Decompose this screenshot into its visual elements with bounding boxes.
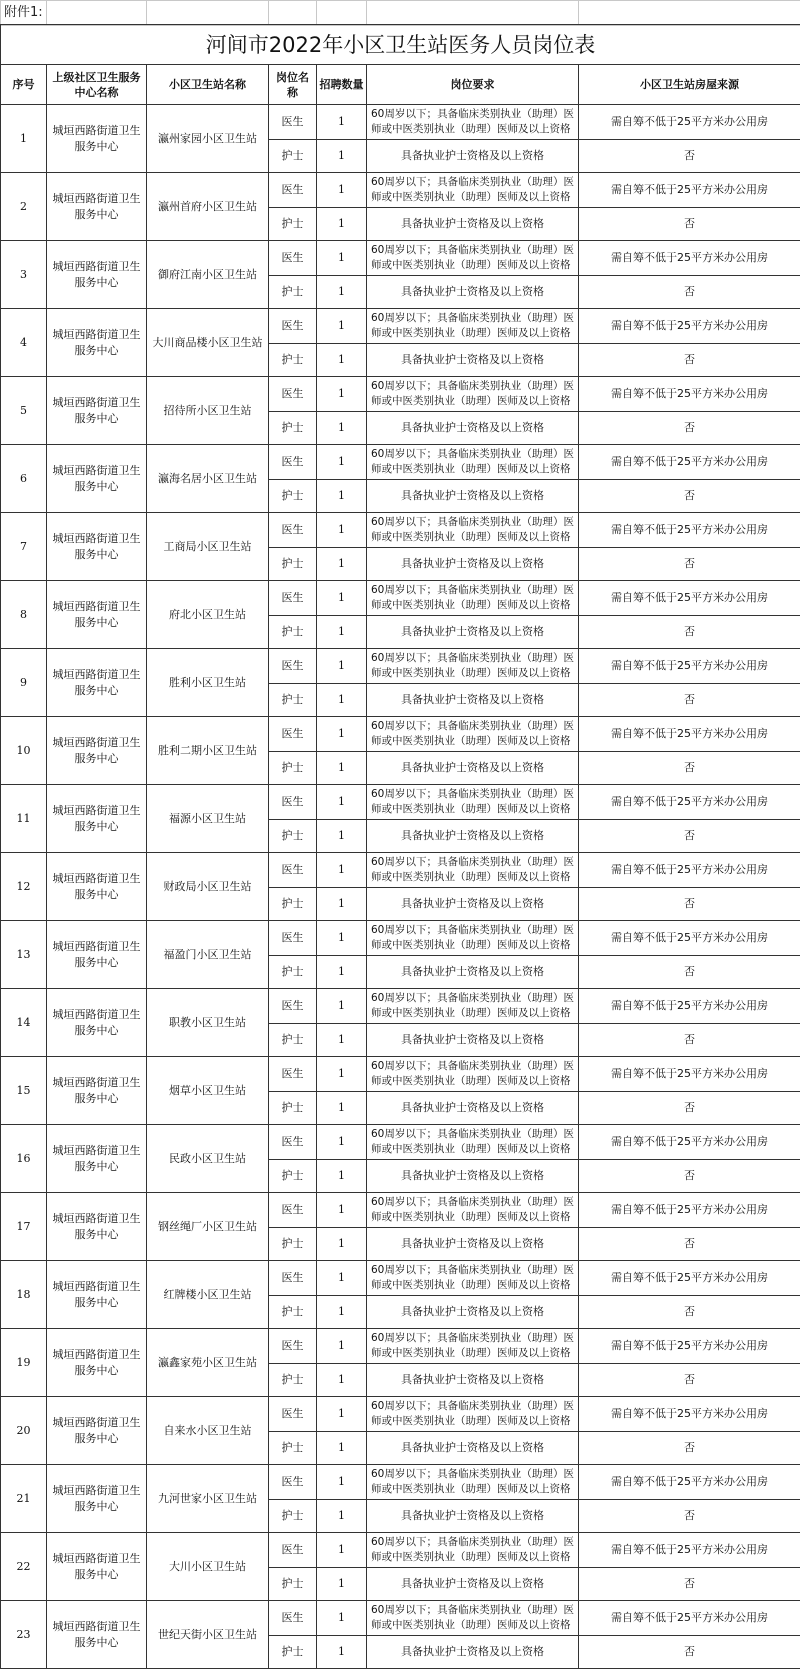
row-count-nurse: 1 bbox=[317, 1024, 367, 1057]
table-row bbox=[1, 309, 800, 344]
row-count-nurse: 1 bbox=[317, 1636, 367, 1669]
row-req-nurse: 具备执业护士资格及以上资格 bbox=[367, 480, 579, 513]
row-housing-doctor: 需自筹不低于25平方米办公用房 bbox=[579, 173, 800, 208]
row-count-doctor: 1 bbox=[317, 853, 367, 888]
row-center-name: 城垣西路街道卫生服务中心 bbox=[47, 105, 147, 173]
table-row bbox=[1, 581, 800, 616]
row-req-nurse: 具备执业护士资格及以上资格 bbox=[367, 684, 579, 717]
row-req-nurse: 具备执业护士资格及以上资格 bbox=[367, 208, 579, 241]
row-req-doctor: 60周岁以下；具备临床类别执业（助理）医师或中医类别执业（助理）医师及以上资格 bbox=[367, 1601, 579, 1636]
row-center-name: 城垣西路街道卫生服务中心 bbox=[47, 241, 147, 309]
row-housing-doctor: 需自筹不低于25平方米办公用房 bbox=[579, 1057, 800, 1092]
row-seq: 14 bbox=[1, 989, 47, 1057]
table-row bbox=[1, 1193, 800, 1228]
row-req-doctor: 60周岁以下；具备临床类别执业（助理）医师或中医类别执业（助理）医师及以上资格 bbox=[367, 989, 579, 1024]
row-count-doctor: 1 bbox=[317, 1533, 367, 1568]
row-center-name: 城垣西路街道卫生服务中心 bbox=[47, 1601, 147, 1669]
row-housing-doctor: 需自筹不低于25平方米办公用房 bbox=[579, 989, 800, 1024]
row-req-doctor: 60周岁以下；具备临床类别执业（助理）医师或中医类别执业（助理）医师及以上资格 bbox=[367, 921, 579, 956]
row-station-name: 大川商品楼小区卫生站 bbox=[147, 309, 269, 377]
row-seq: 8 bbox=[1, 581, 47, 649]
row-seq: 4 bbox=[1, 309, 47, 377]
row-count-nurse: 1 bbox=[317, 276, 367, 309]
row-seq: 20 bbox=[1, 1397, 47, 1465]
row-seq: 7 bbox=[1, 513, 47, 581]
row-count-nurse: 1 bbox=[317, 1568, 367, 1601]
row-housing-doctor: 需自筹不低于25平方米办公用房 bbox=[579, 717, 800, 752]
row-housing-nurse: 否 bbox=[579, 140, 800, 173]
row-seq: 12 bbox=[1, 853, 47, 921]
table-row bbox=[1, 445, 800, 480]
row-center-name: 城垣西路街道卫生服务中心 bbox=[47, 1057, 147, 1125]
row-count-nurse: 1 bbox=[317, 1092, 367, 1125]
row-post-nurse: 护士 bbox=[269, 208, 317, 241]
row-center-name: 城垣西路街道卫生服务中心 bbox=[47, 173, 147, 241]
empty-cell bbox=[579, 1, 800, 26]
header-station: 小区卫生站名称 bbox=[147, 65, 269, 105]
table-title: 河间市2022年小区卫生站医务人员岗位表 bbox=[1, 25, 800, 65]
row-housing-doctor: 需自筹不低于25平方米办公用房 bbox=[579, 309, 800, 344]
table-row bbox=[1, 717, 800, 752]
row-post-doctor: 医生 bbox=[269, 513, 317, 548]
row-housing-doctor: 需自筹不低于25平方米办公用房 bbox=[579, 1261, 800, 1296]
row-post-doctor: 医生 bbox=[269, 105, 317, 140]
row-count-doctor: 1 bbox=[317, 1397, 367, 1432]
row-housing-nurse: 否 bbox=[579, 956, 800, 989]
row-req-nurse: 具备执业护士资格及以上资格 bbox=[367, 820, 579, 853]
row-post-nurse: 护士 bbox=[269, 1228, 317, 1261]
row-center-name: 城垣西路街道卫生服务中心 bbox=[47, 1125, 147, 1193]
table-row bbox=[1, 1329, 800, 1364]
row-post-doctor: 医生 bbox=[269, 173, 317, 208]
row-count-doctor: 1 bbox=[317, 717, 367, 752]
row-seq: 13 bbox=[1, 921, 47, 989]
table-row bbox=[1, 989, 800, 1024]
row-center-name: 城垣西路街道卫生服务中心 bbox=[47, 513, 147, 581]
row-post-doctor: 医生 bbox=[269, 989, 317, 1024]
table-row bbox=[1, 377, 800, 412]
row-seq: 10 bbox=[1, 717, 47, 785]
table-row bbox=[1, 853, 800, 888]
row-post-nurse: 护士 bbox=[269, 1500, 317, 1533]
row-housing-nurse: 否 bbox=[579, 1296, 800, 1329]
row-count-doctor: 1 bbox=[317, 1193, 367, 1228]
row-req-nurse: 具备执业护士资格及以上资格 bbox=[367, 548, 579, 581]
table-row bbox=[1, 1465, 800, 1500]
header-center: 上级社区卫生服务中心名称 bbox=[47, 65, 147, 105]
row-housing-doctor: 需自筹不低于25平方米办公用房 bbox=[579, 1397, 800, 1432]
row-count-doctor: 1 bbox=[317, 989, 367, 1024]
row-count-doctor: 1 bbox=[317, 1465, 367, 1500]
row-req-doctor: 60周岁以下；具备临床类别执业（助理）医师或中医类别执业（助理）医师及以上资格 bbox=[367, 173, 579, 208]
row-count-doctor: 1 bbox=[317, 1601, 367, 1636]
row-station-name: 世纪天街小区卫生站 bbox=[147, 1601, 269, 1669]
row-station-name: 福盈门小区卫生站 bbox=[147, 921, 269, 989]
row-req-doctor: 60周岁以下；具备临床类别执业（助理）医师或中医类别执业（助理）医师及以上资格 bbox=[367, 853, 579, 888]
table-row bbox=[1, 649, 800, 684]
row-housing-doctor: 需自筹不低于25平方米办公用房 bbox=[579, 513, 800, 548]
row-seq: 22 bbox=[1, 1533, 47, 1601]
row-count-nurse: 1 bbox=[317, 616, 367, 649]
row-post-doctor: 医生 bbox=[269, 649, 317, 684]
row-post-nurse: 护士 bbox=[269, 548, 317, 581]
row-seq: 11 bbox=[1, 785, 47, 853]
row-post-nurse: 护士 bbox=[269, 616, 317, 649]
row-count-doctor: 1 bbox=[317, 921, 367, 956]
row-count-doctor: 1 bbox=[317, 377, 367, 412]
row-center-name: 城垣西路街道卫生服务中心 bbox=[47, 581, 147, 649]
row-housing-nurse: 否 bbox=[579, 480, 800, 513]
row-housing-doctor: 需自筹不低于25平方米办公用房 bbox=[579, 1533, 800, 1568]
row-post-doctor: 医生 bbox=[269, 1057, 317, 1092]
row-req-nurse: 具备执业护士资格及以上资格 bbox=[367, 1568, 579, 1601]
row-req-doctor: 60周岁以下；具备临床类别执业（助理）医师或中医类别执业（助理）医师及以上资格 bbox=[367, 1329, 579, 1364]
row-post-doctor: 医生 bbox=[269, 309, 317, 344]
row-housing-nurse: 否 bbox=[579, 1092, 800, 1125]
row-center-name: 城垣西路街道卫生服务中心 bbox=[47, 1329, 147, 1397]
row-post-doctor: 医生 bbox=[269, 445, 317, 480]
row-count-nurse: 1 bbox=[317, 480, 367, 513]
row-seq: 5 bbox=[1, 377, 47, 445]
row-station-name: 自来水小区卫生站 bbox=[147, 1397, 269, 1465]
row-count-doctor: 1 bbox=[317, 241, 367, 276]
row-housing-nurse: 否 bbox=[579, 1568, 800, 1601]
row-count-doctor: 1 bbox=[317, 513, 367, 548]
table-row bbox=[1, 1397, 800, 1432]
row-post-doctor: 医生 bbox=[269, 1329, 317, 1364]
row-req-nurse: 具备执业护士资格及以上资格 bbox=[367, 1432, 579, 1465]
row-center-name: 城垣西路街道卫生服务中心 bbox=[47, 1261, 147, 1329]
row-req-doctor: 60周岁以下；具备临床类别执业（助理）医师或中医类别执业（助理）医师及以上资格 bbox=[367, 1533, 579, 1568]
row-housing-nurse: 否 bbox=[579, 1024, 800, 1057]
row-post-nurse: 护士 bbox=[269, 888, 317, 921]
row-count-nurse: 1 bbox=[317, 820, 367, 853]
row-station-name: 瀛州家园小区卫生站 bbox=[147, 105, 269, 173]
row-post-doctor: 医生 bbox=[269, 377, 317, 412]
row-station-name: 红牌楼小区卫生站 bbox=[147, 1261, 269, 1329]
row-post-doctor: 医生 bbox=[269, 581, 317, 616]
row-seq: 6 bbox=[1, 445, 47, 513]
row-req-doctor: 60周岁以下；具备临床类别执业（助理）医师或中医类别执业（助理）医师及以上资格 bbox=[367, 1261, 579, 1296]
row-count-nurse: 1 bbox=[317, 956, 367, 989]
row-count-doctor: 1 bbox=[317, 445, 367, 480]
row-req-doctor: 60周岁以下；具备临床类别执业（助理）医师或中医类别执业（助理）医师及以上资格 bbox=[367, 1193, 579, 1228]
row-req-doctor: 60周岁以下；具备临床类别执业（助理）医师或中医类别执业（助理）医师及以上资格 bbox=[367, 241, 579, 276]
row-post-doctor: 医生 bbox=[269, 853, 317, 888]
row-housing-doctor: 需自筹不低于25平方米办公用房 bbox=[579, 1193, 800, 1228]
row-housing-nurse: 否 bbox=[579, 548, 800, 581]
row-count-doctor: 1 bbox=[317, 649, 367, 684]
row-post-nurse: 护士 bbox=[269, 1432, 317, 1465]
row-count-doctor: 1 bbox=[317, 1057, 367, 1092]
row-req-doctor: 60周岁以下；具备临床类别执业（助理）医师或中医类别执业（助理）医师及以上资格 bbox=[367, 1125, 579, 1160]
row-count-nurse: 1 bbox=[317, 344, 367, 377]
row-station-name: 府北小区卫生站 bbox=[147, 581, 269, 649]
row-req-nurse: 具备执业护士资格及以上资格 bbox=[367, 412, 579, 445]
row-req-nurse: 具备执业护士资格及以上资格 bbox=[367, 1092, 579, 1125]
row-post-nurse: 护士 bbox=[269, 752, 317, 785]
row-req-nurse: 具备执业护士资格及以上资格 bbox=[367, 140, 579, 173]
row-req-nurse: 具备执业护士资格及以上资格 bbox=[367, 752, 579, 785]
row-station-name: 瀛州首府小区卫生站 bbox=[147, 173, 269, 241]
row-post-nurse: 护士 bbox=[269, 956, 317, 989]
row-housing-doctor: 需自筹不低于25平方米办公用房 bbox=[579, 1601, 800, 1636]
row-post-doctor: 医生 bbox=[269, 1261, 317, 1296]
row-station-name: 御府江南小区卫生站 bbox=[147, 241, 269, 309]
row-post-doctor: 医生 bbox=[269, 921, 317, 956]
table-row bbox=[1, 241, 800, 276]
row-req-nurse: 具备执业护士资格及以上资格 bbox=[367, 1228, 579, 1261]
row-station-name: 招待所小区卫生站 bbox=[147, 377, 269, 445]
row-center-name: 城垣西路街道卫生服务中心 bbox=[47, 445, 147, 513]
table-row bbox=[1, 1261, 800, 1296]
row-req-nurse: 具备执业护士资格及以上资格 bbox=[367, 344, 579, 377]
row-req-doctor: 60周岁以下；具备临床类别执业（助理）医师或中医类别执业（助理）医师及以上资格 bbox=[367, 717, 579, 752]
row-post-nurse: 护士 bbox=[269, 1092, 317, 1125]
annex-row-table bbox=[0, 0, 800, 26]
row-post-nurse: 护士 bbox=[269, 480, 317, 513]
row-seq: 2 bbox=[1, 173, 47, 241]
row-housing-nurse: 否 bbox=[579, 1500, 800, 1533]
row-post-doctor: 医生 bbox=[269, 1533, 317, 1568]
row-housing-doctor: 需自筹不低于25平方米办公用房 bbox=[579, 921, 800, 956]
row-post-nurse: 护士 bbox=[269, 820, 317, 853]
header-seq: 序号 bbox=[1, 65, 47, 105]
row-post-nurse: 护士 bbox=[269, 1296, 317, 1329]
row-housing-nurse: 否 bbox=[579, 1160, 800, 1193]
row-center-name: 城垣西路街道卫生服务中心 bbox=[47, 309, 147, 377]
row-count-nurse: 1 bbox=[317, 684, 367, 717]
row-post-doctor: 医生 bbox=[269, 1601, 317, 1636]
row-seq: 16 bbox=[1, 1125, 47, 1193]
header-post: 岗位名称 bbox=[269, 65, 317, 105]
row-housing-doctor: 需自筹不低于25平方米办公用房 bbox=[579, 445, 800, 480]
row-station-name: 民政小区卫生站 bbox=[147, 1125, 269, 1193]
row-housing-doctor: 需自筹不低于25平方米办公用房 bbox=[579, 649, 800, 684]
row-count-nurse: 1 bbox=[317, 548, 367, 581]
row-req-nurse: 具备执业护士资格及以上资格 bbox=[367, 1296, 579, 1329]
row-seq: 9 bbox=[1, 649, 47, 717]
row-housing-doctor: 需自筹不低于25平方米办公用房 bbox=[579, 105, 800, 140]
row-count-doctor: 1 bbox=[317, 1329, 367, 1364]
row-post-nurse: 护士 bbox=[269, 412, 317, 445]
row-station-name: 财政局小区卫生站 bbox=[147, 853, 269, 921]
row-req-doctor: 60周岁以下；具备临床类别执业（助理）医师或中医类别执业（助理）医师及以上资格 bbox=[367, 445, 579, 480]
row-station-name: 钢丝绳厂小区卫生站 bbox=[147, 1193, 269, 1261]
row-station-name: 大川小区卫生站 bbox=[147, 1533, 269, 1601]
row-post-doctor: 医生 bbox=[269, 1397, 317, 1432]
row-count-doctor: 1 bbox=[317, 105, 367, 140]
table-row bbox=[1, 785, 800, 820]
row-req-nurse: 具备执业护士资格及以上资格 bbox=[367, 616, 579, 649]
row-housing-nurse: 否 bbox=[579, 820, 800, 853]
row-post-nurse: 护士 bbox=[269, 684, 317, 717]
row-post-nurse: 护士 bbox=[269, 1364, 317, 1397]
row-center-name: 城垣西路街道卫生服务中心 bbox=[47, 785, 147, 853]
row-post-doctor: 医生 bbox=[269, 241, 317, 276]
row-req-nurse: 具备执业护士资格及以上资格 bbox=[367, 1636, 579, 1669]
empty-cell bbox=[269, 1, 317, 26]
row-center-name: 城垣西路街道卫生服务中心 bbox=[47, 377, 147, 445]
row-station-name: 胜利二期小区卫生站 bbox=[147, 717, 269, 785]
row-seq: 23 bbox=[1, 1601, 47, 1669]
row-center-name: 城垣西路街道卫生服务中心 bbox=[47, 1193, 147, 1261]
row-count-doctor: 1 bbox=[317, 309, 367, 344]
row-center-name: 城垣西路街道卫生服务中心 bbox=[47, 853, 147, 921]
row-post-nurse: 护士 bbox=[269, 1568, 317, 1601]
row-housing-doctor: 需自筹不低于25平方米办公用房 bbox=[579, 853, 800, 888]
empty-cell bbox=[367, 1, 579, 26]
row-post-nurse: 护士 bbox=[269, 344, 317, 377]
row-housing-doctor: 需自筹不低于25平方米办公用房 bbox=[579, 377, 800, 412]
row-req-nurse: 具备执业护士资格及以上资格 bbox=[367, 888, 579, 921]
row-seq: 21 bbox=[1, 1465, 47, 1533]
row-post-doctor: 医生 bbox=[269, 1125, 317, 1160]
row-housing-nurse: 否 bbox=[579, 888, 800, 921]
row-housing-nurse: 否 bbox=[579, 412, 800, 445]
row-seq: 15 bbox=[1, 1057, 47, 1125]
row-housing-nurse: 否 bbox=[579, 752, 800, 785]
row-post-nurse: 护士 bbox=[269, 140, 317, 173]
row-count-nurse: 1 bbox=[317, 1296, 367, 1329]
header-housing: 小区卫生站房屋来源 bbox=[579, 65, 800, 105]
row-housing-nurse: 否 bbox=[579, 208, 800, 241]
row-housing-nurse: 否 bbox=[579, 1364, 800, 1397]
table-row bbox=[1, 1057, 800, 1092]
row-req-doctor: 60周岁以下；具备临床类别执业（助理）医师或中医类别执业（助理）医师及以上资格 bbox=[367, 377, 579, 412]
empty-cell bbox=[317, 1, 367, 26]
row-post-doctor: 医生 bbox=[269, 1193, 317, 1228]
row-station-name: 职教小区卫生站 bbox=[147, 989, 269, 1057]
row-req-doctor: 60周岁以下；具备临床类别执业（助理）医师或中医类别执业（助理）医师及以上资格 bbox=[367, 581, 579, 616]
row-housing-nurse: 否 bbox=[579, 1228, 800, 1261]
row-housing-nurse: 否 bbox=[579, 276, 800, 309]
table-row bbox=[1, 1601, 800, 1636]
row-post-doctor: 医生 bbox=[269, 1465, 317, 1500]
row-req-doctor: 60周岁以下；具备临床类别执业（助理）医师或中医类别执业（助理）医师及以上资格 bbox=[367, 1397, 579, 1432]
row-housing-doctor: 需自筹不低于25平方米办公用房 bbox=[579, 241, 800, 276]
row-post-nurse: 护士 bbox=[269, 1024, 317, 1057]
row-count-doctor: 1 bbox=[317, 785, 367, 820]
positions-table bbox=[0, 24, 800, 1669]
row-req-doctor: 60周岁以下；具备临床类别执业（助理）医师或中医类别执业（助理）医师及以上资格 bbox=[367, 105, 579, 140]
row-post-doctor: 医生 bbox=[269, 717, 317, 752]
row-count-nurse: 1 bbox=[317, 1500, 367, 1533]
row-post-nurse: 护士 bbox=[269, 1636, 317, 1669]
row-count-doctor: 1 bbox=[317, 1261, 367, 1296]
row-req-doctor: 60周岁以下；具备临床类别执业（助理）医师或中医类别执业（助理）医师及以上资格 bbox=[367, 309, 579, 344]
row-station-name: 九河世家小区卫生站 bbox=[147, 1465, 269, 1533]
row-req-doctor: 60周岁以下；具备临床类别执业（助理）医师或中医类别执业（助理）医师及以上资格 bbox=[367, 513, 579, 548]
row-req-nurse: 具备执业护士资格及以上资格 bbox=[367, 1160, 579, 1193]
row-count-nurse: 1 bbox=[317, 1364, 367, 1397]
row-count-nurse: 1 bbox=[317, 412, 367, 445]
row-req-nurse: 具备执业护士资格及以上资格 bbox=[367, 956, 579, 989]
row-req-doctor: 60周岁以下；具备临床类别执业（助理）医师或中医类别执业（助理）医师及以上资格 bbox=[367, 1057, 579, 1092]
empty-cell bbox=[47, 1, 147, 26]
row-center-name: 城垣西路街道卫生服务中心 bbox=[47, 1465, 147, 1533]
row-req-doctor: 60周岁以下；具备临床类别执业（助理）医师或中医类别执业（助理）医师及以上资格 bbox=[367, 785, 579, 820]
header-requirements: 岗位要求 bbox=[367, 65, 579, 105]
row-req-nurse: 具备执业护士资格及以上资格 bbox=[367, 1500, 579, 1533]
row-seq: 18 bbox=[1, 1261, 47, 1329]
row-seq: 3 bbox=[1, 241, 47, 309]
row-housing-doctor: 需自筹不低于25平方米办公用房 bbox=[579, 1465, 800, 1500]
row-housing-doctor: 需自筹不低于25平方米办公用房 bbox=[579, 785, 800, 820]
row-seq: 19 bbox=[1, 1329, 47, 1397]
row-count-nurse: 1 bbox=[317, 208, 367, 241]
row-station-name: 瀛海名居小区卫生站 bbox=[147, 445, 269, 513]
table-row bbox=[1, 1533, 800, 1568]
row-count-doctor: 1 bbox=[317, 581, 367, 616]
row-station-name: 烟草小区卫生站 bbox=[147, 1057, 269, 1125]
row-seq: 17 bbox=[1, 1193, 47, 1261]
row-station-name: 福源小区卫生站 bbox=[147, 785, 269, 853]
row-count-nurse: 1 bbox=[317, 1160, 367, 1193]
row-housing-nurse: 否 bbox=[579, 1636, 800, 1669]
table-row bbox=[1, 1125, 800, 1160]
row-center-name: 城垣西路街道卫生服务中心 bbox=[47, 1397, 147, 1465]
row-count-nurse: 1 bbox=[317, 1228, 367, 1261]
row-count-nurse: 1 bbox=[317, 752, 367, 785]
row-req-nurse: 具备执业护士资格及以上资格 bbox=[367, 276, 579, 309]
row-count-nurse: 1 bbox=[317, 1432, 367, 1465]
row-post-nurse: 护士 bbox=[269, 276, 317, 309]
row-housing-nurse: 否 bbox=[579, 684, 800, 717]
row-housing-nurse: 否 bbox=[579, 1432, 800, 1465]
row-req-nurse: 具备执业护士资格及以上资格 bbox=[367, 1364, 579, 1397]
row-post-nurse: 护士 bbox=[269, 1160, 317, 1193]
row-housing-doctor: 需自筹不低于25平方米办公用房 bbox=[579, 1125, 800, 1160]
row-center-name: 城垣西路街道卫生服务中心 bbox=[47, 717, 147, 785]
table-row bbox=[1, 921, 800, 956]
table-row bbox=[1, 173, 800, 208]
row-station-name: 瀛鑫家苑小区卫生站 bbox=[147, 1329, 269, 1397]
row-count-nurse: 1 bbox=[317, 140, 367, 173]
row-req-nurse: 具备执业护士资格及以上资格 bbox=[367, 1024, 579, 1057]
row-center-name: 城垣西路街道卫生服务中心 bbox=[47, 989, 147, 1057]
row-count-nurse: 1 bbox=[317, 888, 367, 921]
row-count-doctor: 1 bbox=[317, 173, 367, 208]
empty-cell bbox=[147, 1, 269, 26]
table-row bbox=[1, 513, 800, 548]
row-req-doctor: 60周岁以下；具备临床类别执业（助理）医师或中医类别执业（助理）医师及以上资格 bbox=[367, 649, 579, 684]
row-station-name: 工商局小区卫生站 bbox=[147, 513, 269, 581]
row-post-doctor: 医生 bbox=[269, 785, 317, 820]
row-count-doctor: 1 bbox=[317, 1125, 367, 1160]
row-center-name: 城垣西路街道卫生服务中心 bbox=[47, 649, 147, 717]
annex-label: 附件1: bbox=[1, 1, 47, 26]
row-req-doctor: 60周岁以下；具备临床类别执业（助理）医师或中医类别执业（助理）医师及以上资格 bbox=[367, 1465, 579, 1500]
row-housing-doctor: 需自筹不低于25平方米办公用房 bbox=[579, 1329, 800, 1364]
row-housing-nurse: 否 bbox=[579, 344, 800, 377]
row-station-name: 胜利小区卫生站 bbox=[147, 649, 269, 717]
row-housing-nurse: 否 bbox=[579, 616, 800, 649]
header-count: 招聘数量 bbox=[317, 65, 367, 105]
row-seq: 1 bbox=[1, 105, 47, 173]
row-center-name: 城垣西路街道卫生服务中心 bbox=[47, 1533, 147, 1601]
row-center-name: 城垣西路街道卫生服务中心 bbox=[47, 921, 147, 989]
row-housing-doctor: 需自筹不低于25平方米办公用房 bbox=[579, 581, 800, 616]
table-row bbox=[1, 105, 800, 140]
